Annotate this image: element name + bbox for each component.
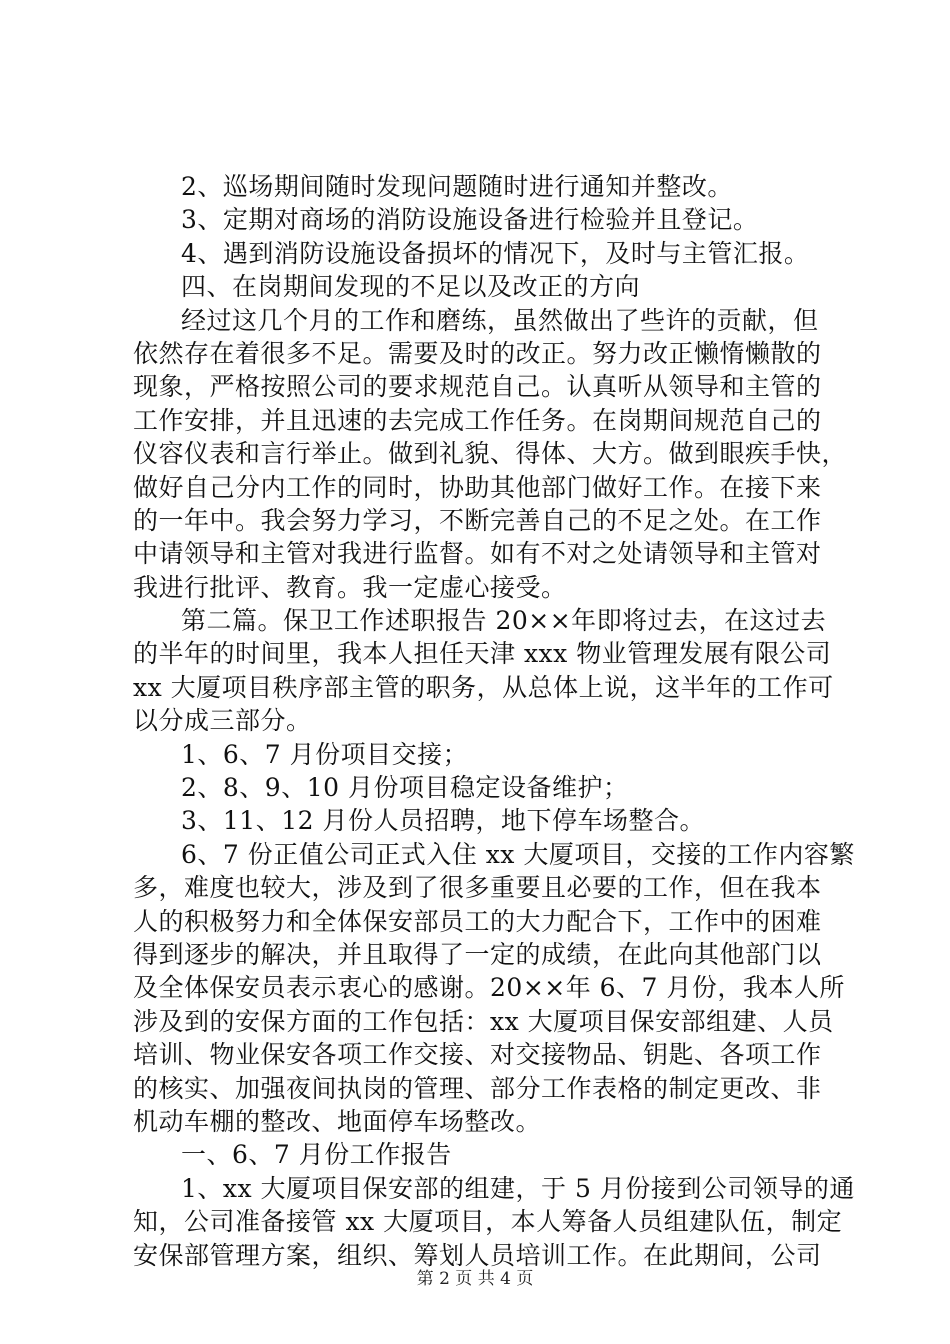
text-line-1: 2、巡场期间随时发现问题随时进行通知并整改。 [181, 172, 733, 201]
text-line-33: 安保部管理方案，组织、筹划人员培训工作。在此期间，公司 [133, 1240, 822, 1270]
text-line-29: 机动车棚的整改、地面停车场整改。 [133, 1106, 542, 1136]
text-line-24: 得到逐步的解决，并且取得了一定的成绩，在此向其他部门以 [133, 939, 822, 969]
text-line-2: 3、定期对商场的消防设施设备进行检验并且登记。 [181, 205, 759, 235]
list-item-3: 3、11、12 月份人员招聘，地下停车场整合。 [181, 806, 705, 836]
text-line-17: 以分成三部分。 [133, 706, 312, 736]
text-line-21: 6、7 份正值公司正式入住 xx 大厦项目，交接的工作内容繁 [181, 839, 855, 869]
list-item-2: 2、8、9、10 月份项目稳定设备维护； [181, 773, 629, 803]
text-line-3: 4、遇到消防设施设备损坏的情况下，及时与主管汇报。 [181, 238, 810, 268]
text-line-14: 第二篇。保卫工作述职报告 20××年即将过去，在这过去 [181, 606, 827, 636]
text-line-25: 及全体保安员表示衷心的感谢。20××年 6、7 月份，我本人所 [133, 973, 845, 1003]
text-line-10: 做好自己分内工作的同时，协助其他部门做好工作。在接下来 [133, 472, 822, 502]
section-heading-4: 四、在岗期间发现的不足以及改正的方向 [181, 272, 641, 302]
text-line-23: 人的积极努力和全体保安部员工的大力配合下，工作中的困难 [133, 906, 822, 936]
page-number-footer: 第 2 页 共 4 页 [416, 1269, 534, 1289]
document-body [133, 170, 855, 1272]
text-line-8: 工作安排，并且迅速的去完成工作任务。在岗期间规范自己的 [133, 405, 822, 435]
text-line-15: 的半年的时间里，我本人担任天津 xxx 物业管理发展有限公司 [133, 639, 832, 669]
text-line-6: 依然存在着很多不足。需要及时的改正。努力改正懒惰懒散的 [133, 338, 822, 368]
text-line-26: 涉及到的安保方面的工作包括：xx 大厦项目保安部组建、人员 [133, 1006, 834, 1036]
section-heading-1: 一、6、7 月份工作报告 [181, 1140, 452, 1170]
text-line-31: 1、xx 大厦项目保安部的组建，于 5 月份接到公司领导的通 [181, 1173, 855, 1203]
text-line-9: 仪容仪表和言行举止。做到礼貌、得体、大方。做到眼疾手快， [133, 439, 848, 469]
text-line-5: 经过这几个月的工作和磨练，虽然做出了些许的贡献，但 [181, 305, 819, 335]
text-line-13: 我进行批评、教育。我一定虚心接受。 [133, 572, 567, 602]
text-line-22: 多，难度也较大，涉及到了很多重要且必要的工作，但在我本 [133, 873, 822, 903]
text-line-12: 中请领导和主管对我进行监督。如有不对之处请领导和主管对 [133, 539, 822, 569]
text-line-7: 现象，严格按照公司的要求规范自己。认真听从领导和主管的 [133, 372, 822, 402]
text-line-28: 的核实、加强夜间执岗的管理、部分工作表格的制定更改、非 [133, 1073, 822, 1103]
list-item-1: 1、6、7 月份项目交接； [181, 739, 469, 769]
text-line-16: xx 大厦项目秩序部主管的职务，从总体上说，这半年的工作可 [133, 672, 834, 702]
text-line-32: 知，公司准备接管 xx 大厦项目，本人筹备人员组建队伍，制定 [133, 1207, 843, 1237]
text-line-27: 培训、物业保安各项工作交接、对交接物品、钥匙、各项工作 [133, 1040, 822, 1070]
text-line-11: 的一年中。我会努力学习，不断完善自己的不足之处。在工作 [133, 505, 822, 535]
